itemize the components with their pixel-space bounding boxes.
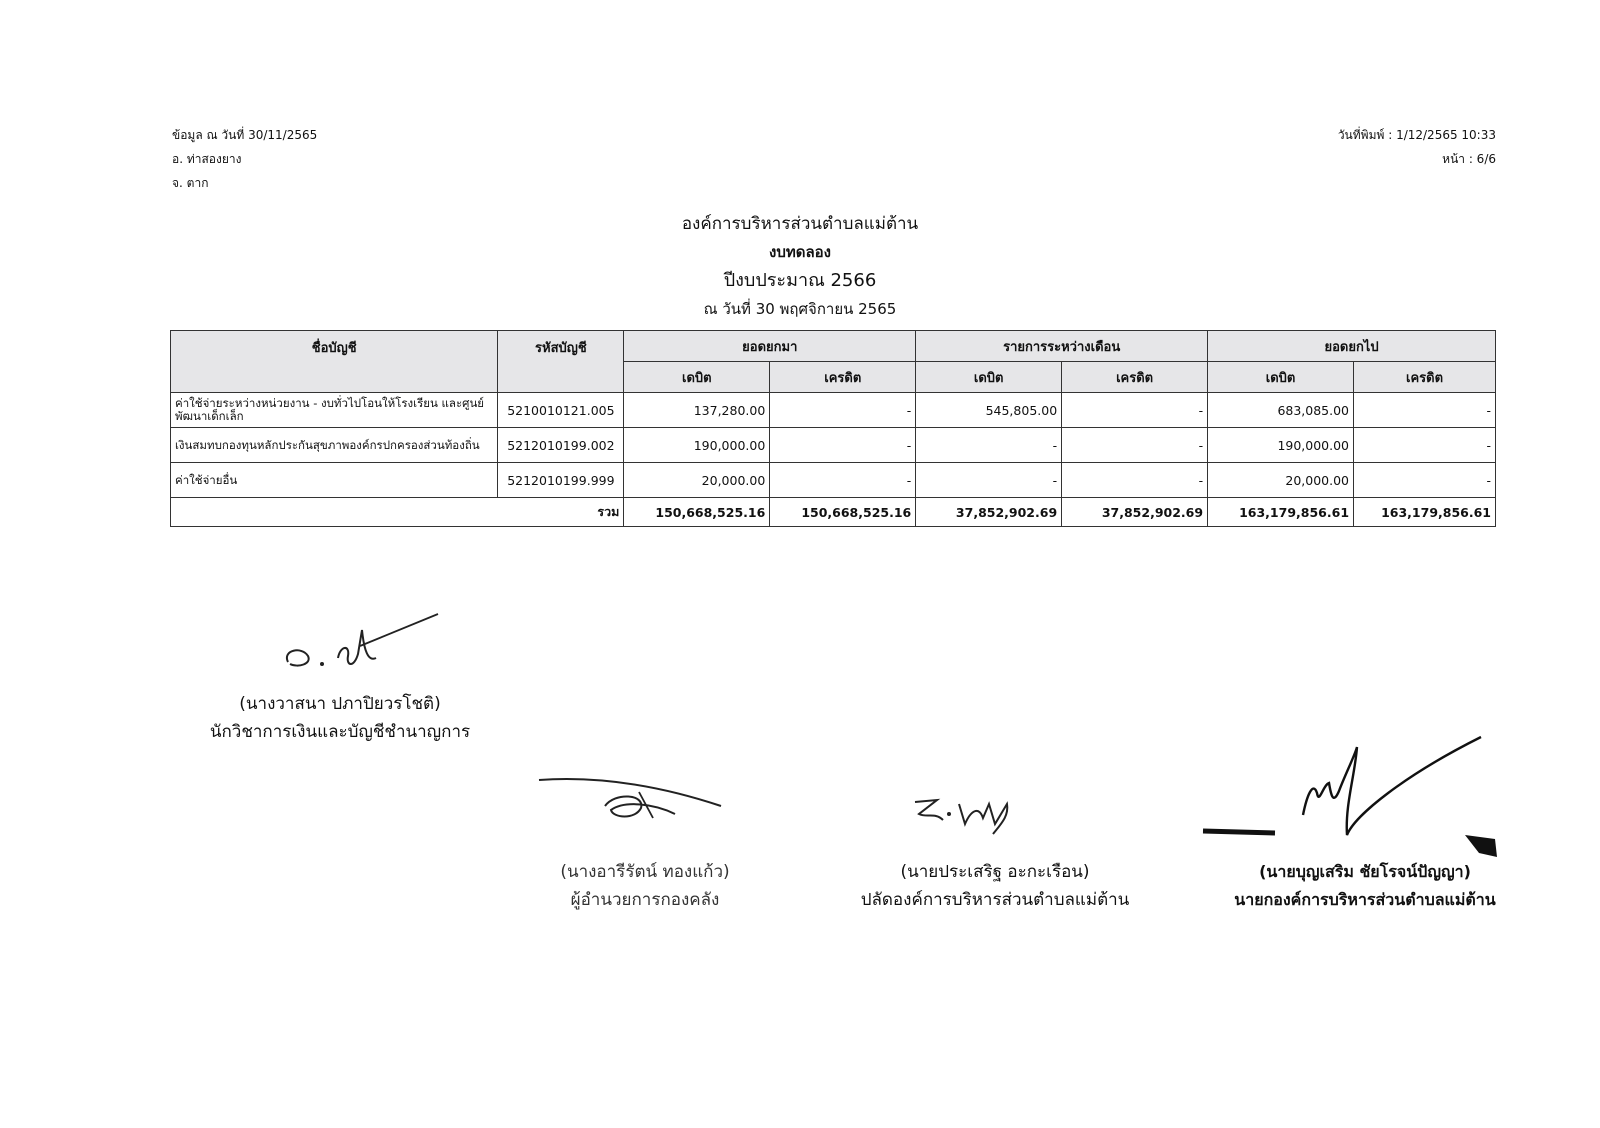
cf-credit: - — [1354, 428, 1496, 463]
table-row — [171, 463, 1496, 498]
finance-director-signature — [535, 770, 735, 830]
header-bf-debit: เดบิต — [624, 362, 770, 393]
accountant-signature — [280, 610, 450, 690]
month-debit: 545,805.00 — [916, 393, 1062, 428]
bf-credit: - — [770, 428, 916, 463]
total-month-debit: 37,852,902.69 — [916, 498, 1062, 527]
header-cf-debit: เดบิต — [1208, 362, 1354, 393]
signature-finance-director — [520, 858, 770, 914]
page-number: หน้า : 6/6 — [1442, 152, 1496, 166]
data-date: ข้อมูล ณ วันที่ 30/11/2565 — [172, 128, 318, 142]
total-row — [171, 498, 1496, 527]
table-row — [171, 428, 1496, 463]
cf-credit: - — [1354, 463, 1496, 498]
deputy-position: ปลัดองค์การบริหารส่วนตำบลแม่ต้าน — [860, 890, 1130, 910]
total-blank-cell — [171, 498, 498, 527]
deputy-name: (นายประเสริฐ อะกะเรือน) — [900, 862, 1090, 882]
bf-debit: 190,000.00 — [624, 428, 770, 463]
month-credit: - — [1062, 393, 1208, 428]
month-credit: - — [1062, 463, 1208, 498]
bf-credit: - — [770, 393, 916, 428]
header-cf-credit: เครดิต — [1354, 362, 1496, 393]
total-month-credit: 37,852,902.69 — [1062, 498, 1208, 527]
month-credit: - — [1062, 428, 1208, 463]
finance-director-name: (นางอารีรัตน์ ทองแก้ว) — [560, 862, 730, 882]
accountant-position: นักวิชาการเงินและบัญชีชำนาญการ — [209, 722, 471, 742]
account-code: 5212010199.002 — [498, 428, 624, 463]
cf-debit: 190,000.00 — [1208, 428, 1354, 463]
district: อ. ท่าสองยาง — [172, 152, 242, 166]
bf-credit: - — [770, 463, 916, 498]
bf-debit: 20,000.00 — [624, 463, 770, 498]
header-during-month: รายการระหว่างเดือน — [916, 331, 1208, 362]
signature-accountant — [190, 690, 490, 746]
total-bf-credit: 150,668,525.16 — [770, 498, 916, 527]
account-name: ค่าใช้จ่ายระหว่างหน่วยงาน - งบทั่วไปโอนให้โรงเรียน และศูนย์พัฒนาเด็กเล็ก — [171, 393, 498, 428]
header-m-debit: เดบิต — [916, 362, 1062, 393]
table-row — [171, 393, 1496, 428]
trial-balance-table — [170, 330, 1496, 527]
print-date: วันที่พิมพ์ : 1/12/2565 10:33 — [1337, 128, 1496, 142]
signature-deputy — [845, 858, 1145, 914]
header-account-code: รหัสบัญชี — [498, 331, 624, 393]
report-meta-right — [1338, 128, 1496, 176]
fiscal-year: ปีงบประมาณ 2566 — [723, 270, 877, 291]
org-name: องค์การบริหารส่วนตำบลแม่ต้าน — [681, 214, 919, 234]
month-debit: - — [916, 463, 1062, 498]
signature-chief — [1205, 858, 1525, 914]
header-carried-forward: ยอดยกไป — [1208, 331, 1496, 362]
header-m-credit: เครดิต — [1062, 362, 1208, 393]
report-meta-left — [172, 128, 317, 200]
accountant-name: (นางวาสนา ปภาปิยวรโชติ) — [239, 694, 441, 714]
total-bf-debit: 150,668,525.16 — [624, 498, 770, 527]
header-brought-forward: ยอดยกมา — [624, 331, 916, 362]
cf-debit: 683,085.00 — [1208, 393, 1354, 428]
cf-debit: 20,000.00 — [1208, 463, 1354, 498]
account-code: 5210010121.005 — [498, 393, 624, 428]
total-cf-debit: 163,179,856.61 — [1208, 498, 1354, 527]
finance-director-position: ผู้อำนวยการกองคลัง — [570, 890, 720, 910]
chief-position: นายกองค์การบริหารส่วนตำบลแม่ต้าน — [1234, 890, 1496, 909]
account-name: ค่าใช้จ่ายอื่น — [171, 463, 498, 498]
report-title-block — [0, 210, 1600, 322]
province: จ. ตาก — [172, 176, 209, 190]
account-name: เงินสมทบกองทุนหลักประกันสุขภาพองค์กรปกครองส่วนท้องถิ่น — [171, 428, 498, 463]
total-label: รวม — [498, 498, 624, 527]
bf-debit: 137,280.00 — [624, 393, 770, 428]
header-account-name: ชื่อบัญชี — [171, 331, 498, 393]
cf-credit: - — [1354, 393, 1496, 428]
report-name: งบทดลอง — [769, 243, 831, 261]
as-of-date: ณ วันที่ 30 พฤศจิกายน 2565 — [703, 300, 897, 318]
chief-signature — [1195, 735, 1515, 865]
header-bf-credit: เครดิต — [770, 362, 916, 393]
account-code: 5212010199.999 — [498, 463, 624, 498]
month-debit: - — [916, 428, 1062, 463]
deputy-signature — [905, 790, 1055, 840]
total-cf-credit: 163,179,856.61 — [1354, 498, 1496, 527]
chief-name: (นายบุญเสริม ชัยโรจน์ปัญญา) — [1259, 862, 1471, 881]
